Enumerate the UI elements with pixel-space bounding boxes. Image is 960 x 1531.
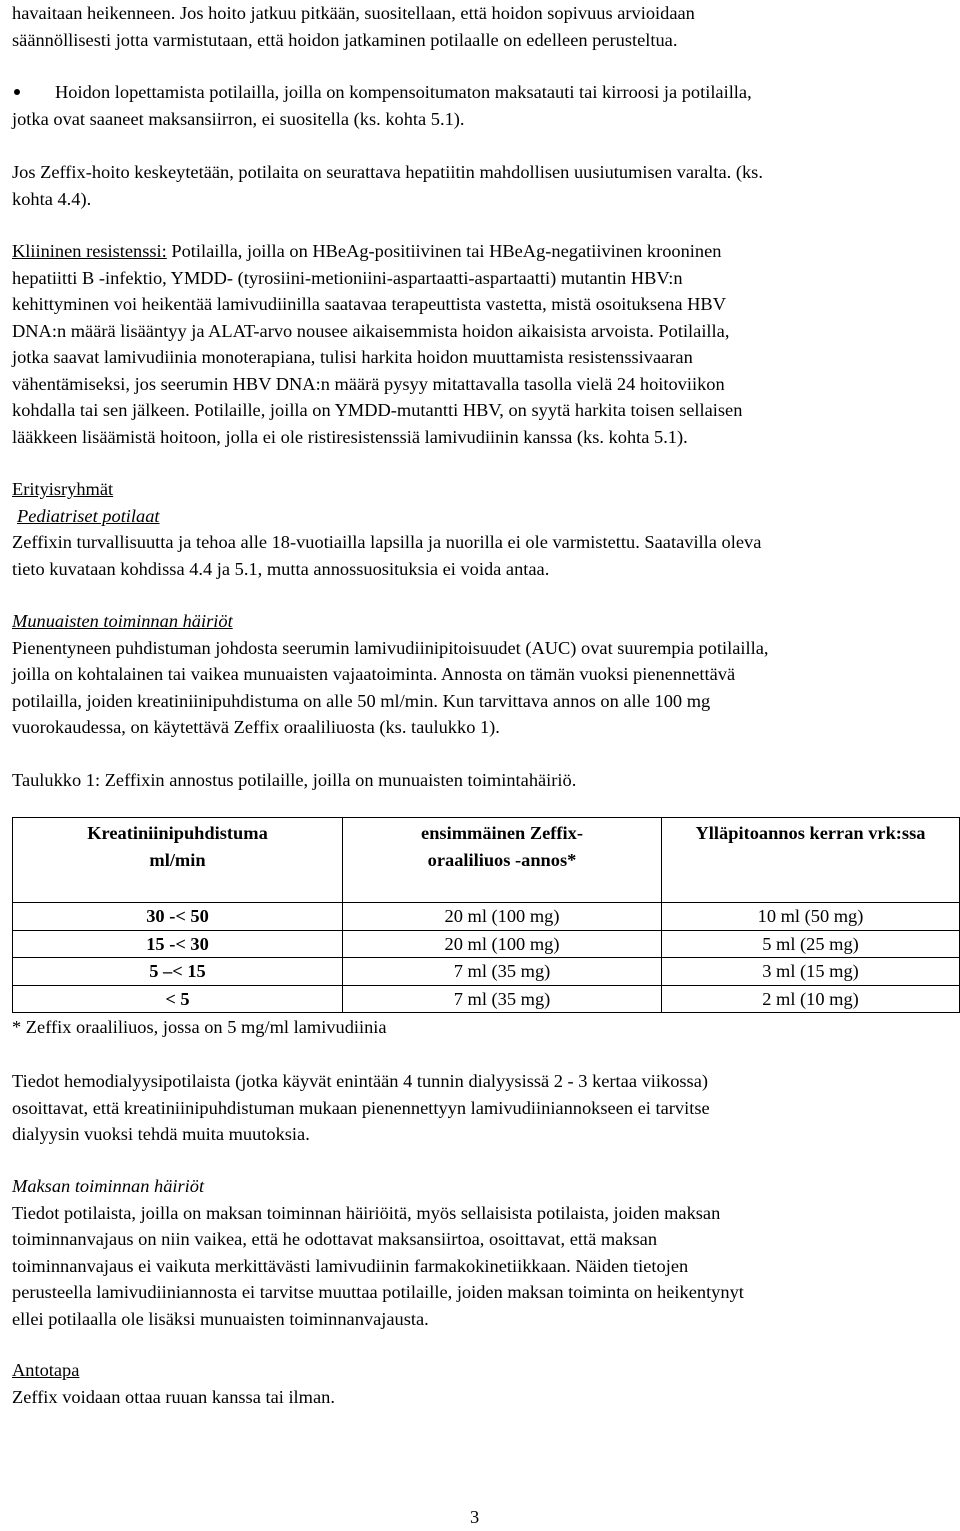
bullet-icon [14, 89, 20, 95]
text-line: toiminnanvajaus ei vaikuta merkittävästi lamivudiinin farmakokinetiikkaan. Näiden tietojen [12, 1255, 689, 1276]
table-row [13, 903, 960, 931]
text-line: Pienentyneen puhdistuman johdosta seerumin lamivudiinipitoisuudet (AUC) ovat suurempia potilailla, [12, 637, 769, 658]
table-cell: 20 ml (100 mg) [343, 903, 662, 931]
text-line [12, 238, 948, 265]
table-caption [12, 767, 948, 794]
text-line: hepatiitti B -infektio, YMDD- (tyrosiini-metioniini-aspartaatti-aspartaatti) mutantin HBV:n [12, 267, 683, 288]
text-line: kehittyminen voi heikentää lamivudiinilla saatavaa terapeuttista vastetta, mistä osoituksena HBV [12, 294, 726, 314]
text-line: Zeffix voidaan ottaa ruuan kanssa tai ilman. [12, 1386, 335, 1407]
table-cell: 3 ml (15 mg) [662, 958, 960, 986]
text-line: havaitaan heikenneen. Jos hoito jatkuu pitkään, suositellaan, että hoidon sopivuus arvioidaan [12, 3, 695, 23]
table-cell: 20 ml (100 mg) [343, 930, 662, 958]
table-cell: 15 -< 30 [13, 930, 343, 958]
header-text: ml/min [149, 849, 206, 870]
resistance-heading: Kliininen resistenssi: [12, 241, 167, 261]
text-span: Potilailla, joilla on HBeAg-positiivinen tai HBeAg-negatiivinen krooninen [166, 241, 722, 261]
section-heading: Antotapa [12, 1360, 80, 1380]
header-cell [343, 818, 662, 903]
header-text: Kreatiniinipuhdistuma [87, 823, 268, 843]
administration-section [12, 1357, 948, 1410]
renal-section [12, 608, 948, 741]
text-line: Hoidon lopettamista potilailla, joilla on kompensoitumaton maksatauti tai kirroosi ja potilailla, [55, 82, 752, 102]
text-line: dialyysin vuoksi tehdä muita muutoksia. [12, 1124, 310, 1144]
text-line: Jos Zeffix-hoito keskeytetään, potilaita on seurattava hepatiitin mahdollisen uusiutumisen varalta. (ks. [12, 162, 763, 182]
text-line: jotka saavat lamivudiinia monoterapiana, tulisi harkita hoidon muuttamista resistenssivaaran [12, 347, 693, 367]
table-cell: 5 –< 15 [13, 958, 343, 986]
subsection-heading: Munuaisten toiminnan häiriöt [12, 611, 233, 631]
table-footnote [12, 1014, 948, 1041]
text-line: tieto kuvataan kohdissa 4.4 ja 5.1, mutta annossuosituksia ei voida antaa. [12, 558, 550, 579]
text-line: kohdalla tai sen jälkeen. Potilaille, joilla on YMDD-mutantti HBV, on syytä harkita toisen sellaisen [12, 400, 743, 420]
table-header-row [13, 818, 960, 903]
bullet-item [12, 79, 948, 132]
text-line: kohta 4.4). [12, 188, 92, 209]
subsection-heading: Pediatriset potilaat [17, 505, 160, 526]
text-line: DNA:n määrä lisääntyy ja ALAT-arvo nousee aikaisemmista hoidon aikaisista arvoista. Potilailla, [12, 320, 730, 341]
caption-text: Taulukko 1: Zeffixin annostus potilaille, joilla on munuaisten toimintahäiriö. [12, 770, 577, 790]
text-line: lääkkeen lisäämistä hoitoon, jolla ei ole ristiresistenssiä lamivudiinin kanssa (ks. kohta 5.1). [12, 426, 688, 447]
text-line: vähentämiseksi, jos seerumin HBV DNA:n määrä pysyy mitattavalla tasolla vielä 24 hoitoviikon [12, 373, 725, 394]
text-line: jotka ovat saaneet maksansiirron, ei suositella (ks. kohta 5.1). [12, 108, 465, 129]
footnote-text: * Zeffix oraaliliuos, jossa on 5 mg/ml lamivudiinia [12, 1017, 387, 1037]
intro-paragraph [12, 0, 948, 53]
resistance-paragraph [12, 238, 948, 450]
table-cell: 5 ml (25 mg) [662, 930, 960, 958]
text-line: Zeffixin turvallisuutta ja tehoa alle 18-vuotiailla lapsilla ja nuorilla ei ole varmistettu. Saatavilla oleva [12, 532, 762, 552]
text-line: säännöllisesti jotta varmistutaan, että hoidon jatkaminen potilaalle on edelleen perusteltua. [12, 29, 678, 50]
text-line: vuorokaudessa, on käytettävä Zeffix oraaliliuosta (ks. taulukko 1). [12, 717, 500, 737]
header-cell [662, 818, 960, 903]
text-line: Tiedot potilaista, joilla on maksan toiminnan häiriöitä, myös sellaisista potilaista, joiden maksan [12, 1202, 721, 1223]
special-populations-section [12, 476, 948, 582]
text-line: ellei potilaalla ole lisäksi munuaisten toiminnanvajausta. [12, 1308, 429, 1329]
text-line: Tiedot hemodialyysipotilaista (jotka käyvät enintään 4 tunnin dialyysissä 2 - 3 kertaa viikossa) [12, 1071, 708, 1091]
dosage-table [12, 817, 960, 1013]
hepatic-section [12, 1173, 948, 1332]
page-number: 3 [470, 1507, 480, 1527]
text-line: osoittavat, että kreatiniinipuhdistuman mukaan pienennettyyn lamivudiiniannokseen ei tarvitse [12, 1097, 710, 1118]
table-row [13, 930, 960, 958]
text-line: toiminnanvajaus on niin vaikea, että he odottavat maksansiirtoa, osoittavat, että maksan [12, 1229, 658, 1249]
header-text: ensimmäinen Zeffix- [421, 823, 583, 843]
text-line: potilailla, joiden kreatiniinipuhdistuma on alle 50 ml/min. Kun tarvittava annos on alle 100 mg [12, 690, 711, 711]
section-heading: Erityisryhmät [12, 479, 114, 499]
text-line: perusteella lamivudiiniannosta ei tarvitse muuttaa potilaille, joiden maksan toiminta on heikentynyt [12, 1282, 744, 1302]
table-row [13, 985, 960, 1013]
header-text: Ylläpitoannos kerran vrk:ssa [695, 823, 926, 843]
table-cell: 10 ml (50 mg) [662, 903, 960, 931]
table-row [13, 958, 960, 986]
header-text: oraaliliuos -annos* [427, 849, 577, 870]
table-cell: 7 ml (35 mg) [343, 958, 662, 986]
header-cell [13, 818, 343, 903]
table-cell: 30 -< 50 [13, 903, 343, 931]
subsection-heading: Maksan toiminnan häiriöt [12, 1176, 205, 1196]
dialysis-paragraph [12, 1068, 948, 1148]
table-cell: < 5 [13, 985, 343, 1013]
text-line: joilla on kohtalainen tai vaikea munuaisten vajaatoiminta. Annosta on tämän vuoksi pienennettävä [12, 664, 736, 684]
interruption-paragraph [12, 159, 948, 212]
table-cell: 2 ml (10 mg) [662, 985, 960, 1013]
table-cell: 7 ml (35 mg) [343, 985, 662, 1013]
